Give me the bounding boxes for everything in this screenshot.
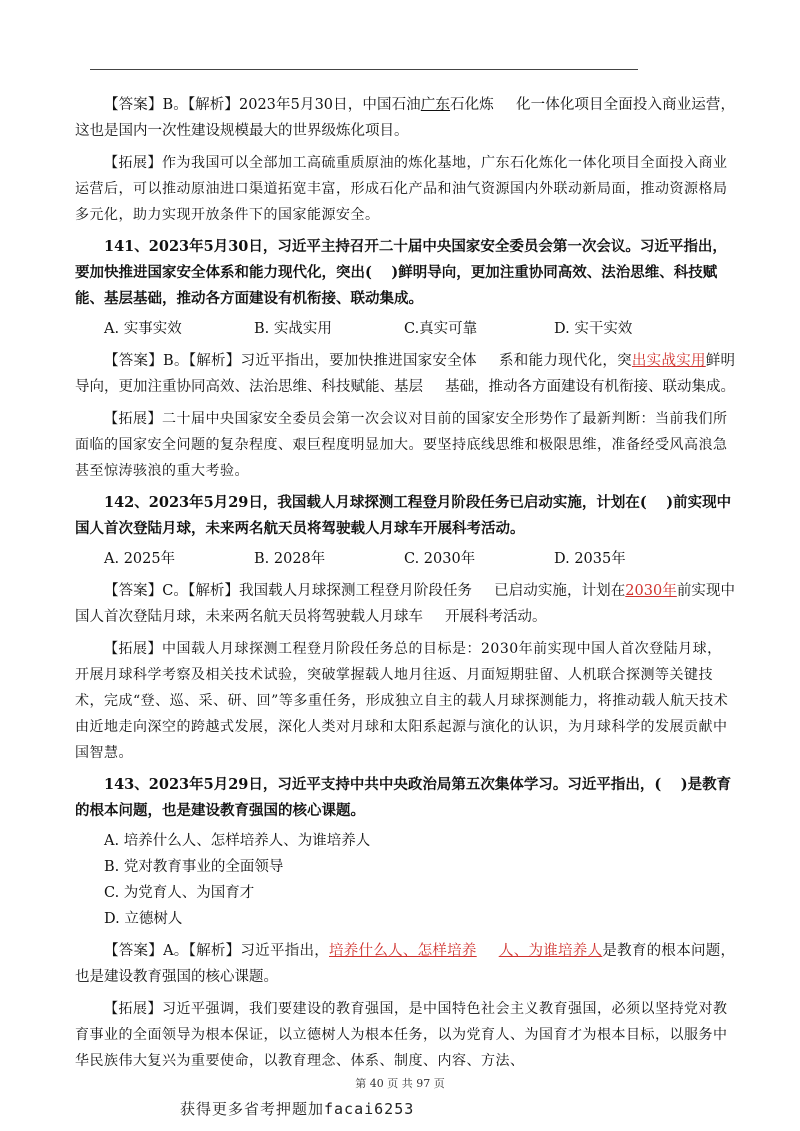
option-b: B. 实战实用 — [254, 321, 332, 337]
q141-question: 141、2023年5月30日，习近平主持召开二十届中央国家安全委员会第一次会议。习近平指出，要加快推进国家安全体系和能力现代化，突出( )鲜明导向，更加注重协同高效、法治思维、科技赋能、基层基础，推动各方面建设有机衔接、联动集成。 — [75, 238, 727, 307]
q142-question: 142、2023年5月29日，我国载人月球探测工程登月阶段任务已启动实施，计划在( )前实现中国人首次登陆月球，未来两名航天员将驾驶载人月球车开展科考活动。 — [75, 494, 732, 537]
q143-extension: 【拓展】习近平强调，我们要建设的教育强国，是中国特色社会主义教育强国，必须以坚持党对教育事业的全面领导为根本保证，以立德树人为根本任务，以为党育人、为国育才为根本目标，以服务中华民族伟大复兴为重要使命，以教育理念、体系、制度、内容、方法、 — [75, 1001, 728, 1069]
q140-extension: 【拓展】作为我国可以全部加工高硫重质原油的炼化基地，广东石化炼化一体化项目全面投入商业运营后，可以推动原油进口渠道拓宽丰富，形成石化产品和油气资源国内外联动新局面，推动资源格局多元化，助力实现开放条件下的国家能源安全。 — [75, 155, 728, 223]
q143-question: 143、2023年5月29日，习近平支持中共中央政治局第五次集体学习。习近平指出，( )是教育的根本问题，也是建设教育强国的核心课题。 — [75, 776, 732, 819]
page-number: 第 40 页 共 97 页 — [355, 1077, 445, 1090]
promo-text: 获得更多省考押题加facai6253 — [180, 1100, 415, 1118]
highlighted-answer: 2030年 — [625, 583, 677, 599]
option-a: A. 2025年 — [104, 551, 176, 567]
option-d: D. 立德树人 — [104, 911, 183, 927]
q140-answer: 【答案】B。【解析】2023年5月30日，中国石油广东石化炼 化一体化项目全面投入商业运营，这也是国内一次性建设规模最大的世界级炼化项目。 — [75, 97, 736, 139]
option-b: B. 2028年 — [254, 551, 326, 567]
q142-extension: 【拓展】中国载人月球探测工程登月阶段任务总的目标是：2030年前实现中国人首次登陆月球，开展月球科学考察及相关技术试验，突破掌握载人地月往返、月面短期驻留、人机联合探测等关键技术，完成“登、巡、采、研、回”等多重任务，形成独立自主的载人月球探测能力，将推动载人航天技术由近地走向深空的跨越式发展，深化人类对月球和太阳系起源与演化的认识，为月球科学的发展贡献中国智慧。 — [75, 641, 729, 761]
option-c: C.真实可靠 — [404, 321, 478, 337]
option-a: A. 实事实效 — [104, 321, 182, 337]
underlined-text: 广东 — [420, 97, 451, 113]
option-b: B. 党对教育事业的全面领导 — [104, 859, 284, 875]
highlighted-answer: 人、为谁培养人 — [498, 943, 603, 959]
option-c: C. 为党育人、为国育才 — [104, 885, 255, 901]
header-rule — [90, 69, 638, 70]
q142-options — [104, 546, 735, 572]
highlighted-answer: 出实战实用 — [631, 353, 706, 369]
q141-extension: 【拓展】二十届中央国家安全委员会第一次会议对目前的国家安全形势作了最新判断：当前我们所面临的国家安全问题的复杂程度、艰巨程度明显加大。要坚持底线思维和极限思维，准备经受风高浪急甚至惊涛骇浪的重大考验。 — [75, 411, 728, 479]
option-a: A. 培养什么人、怎样培养人、为谁培养人 — [104, 833, 371, 849]
option-c: C. 2030年 — [404, 551, 476, 567]
q141-answer: 【答案】B。【解析】习近平指出，要加快推进国家安全体 系和能力现代化，突出实战实用鲜明导向，更加注重协同高效、法治思维、科技赋能、基层 基础，推动各方面建设有机衔接、联动集成。 — [75, 353, 736, 395]
option-d: D. 实干实效 — [554, 321, 633, 337]
q141-options — [104, 316, 735, 342]
highlighted-answer: 培养什么人、怎样培养 — [329, 943, 477, 959]
document-body — [75, 92, 735, 1080]
q143-answer: 【答案】A。【解析】习近平指出，培养什么人、怎样培养 人、为谁培养人是教育的根本问题，也是建设教育强国的核心课题。 — [75, 943, 736, 985]
q142-answer: 【答案】C。【解析】我国载人月球探测工程登月阶段任务 已启动实施，计划在2030年前实现中国人首次登陆月球，未来两名航天员将驾驶载人月球车 开展科考活动。 — [75, 583, 736, 625]
option-d: D. 2035年 — [554, 551, 626, 567]
